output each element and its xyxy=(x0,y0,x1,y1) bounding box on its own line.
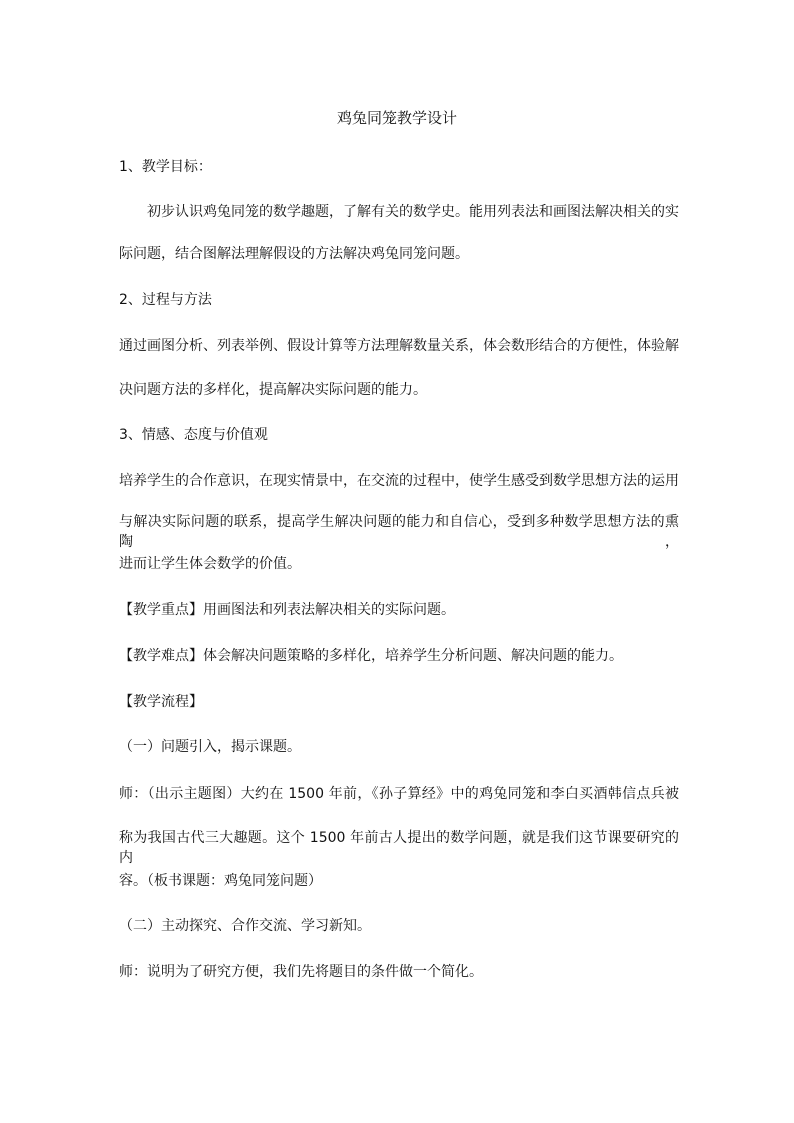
emotion-text-line-3: 进而让学生体会数学的价值。 xyxy=(119,556,301,572)
step1-heading: （一）问题引入，揭示课题。 xyxy=(119,739,301,755)
step1-text-line-3: 容。（板书课题：鸡兔同笼问题） xyxy=(119,873,322,889)
goal-text-line-2: 际问题，结合图解法理解假设的方法解决鸡兔同笼问题。 xyxy=(119,246,469,262)
process-text-line-1: 通过画图分析、列表举例、假设计算等方法理解数量关系，体会数形结合的方便性，体验解 xyxy=(119,338,679,354)
step2-text-line-1: 师：说明为了研究方便，我们先将题目的条件做一个简化。 xyxy=(119,964,483,980)
goal-text-line-1: 初步认识鸡兔同笼的数学趣题，了解有关的数学史。能用列表法和画图法解决相关的实 xyxy=(147,204,679,220)
step2-heading: （二）主动探究、合作交流、学习新知。 xyxy=(119,918,371,934)
emotion-text-line-2: 与解决实际问题的联系，提高学生解决问题的能力和自信心，受到多种数学思想方法的熏陶， xyxy=(119,514,679,550)
process-text-line-2: 决问题方法的多样化，提高解决实际问题的能力。 xyxy=(119,382,427,398)
document-title: 鸡兔同笼教学设计 xyxy=(336,109,457,127)
emotion-text-line-1: 培养学生的合作意识，在现实情景中，在交流的过程中，使学生感受到数学思想方法的运用 xyxy=(119,473,679,489)
process-heading: 2、过程与方法 xyxy=(119,292,212,308)
flow-heading: 【教学流程】 xyxy=(119,694,203,710)
step1-text-line-2: 称为我国古代三大趣题。这个 1500 年前古人提出的数学问题，就是我们这节课要研究的内 xyxy=(119,830,679,866)
emotion-heading: 3、情感、态度与价值观 xyxy=(119,427,268,443)
key-point: 【教学重点】用画图法和列表法解决相关的实际问题。 xyxy=(119,602,455,618)
difficulty: 【教学难点】体会解决问题策略的多样化，培养学生分析问题、解决问题的能力。 xyxy=(119,648,623,664)
goal-heading: 1、教学目标： xyxy=(119,159,212,175)
step1-text-line-1: 师：（出示主题图）大约在 1500 年前，《孙子算经》中的鸡兔同笼和李白买酒韩信点兵被 xyxy=(119,786,679,802)
